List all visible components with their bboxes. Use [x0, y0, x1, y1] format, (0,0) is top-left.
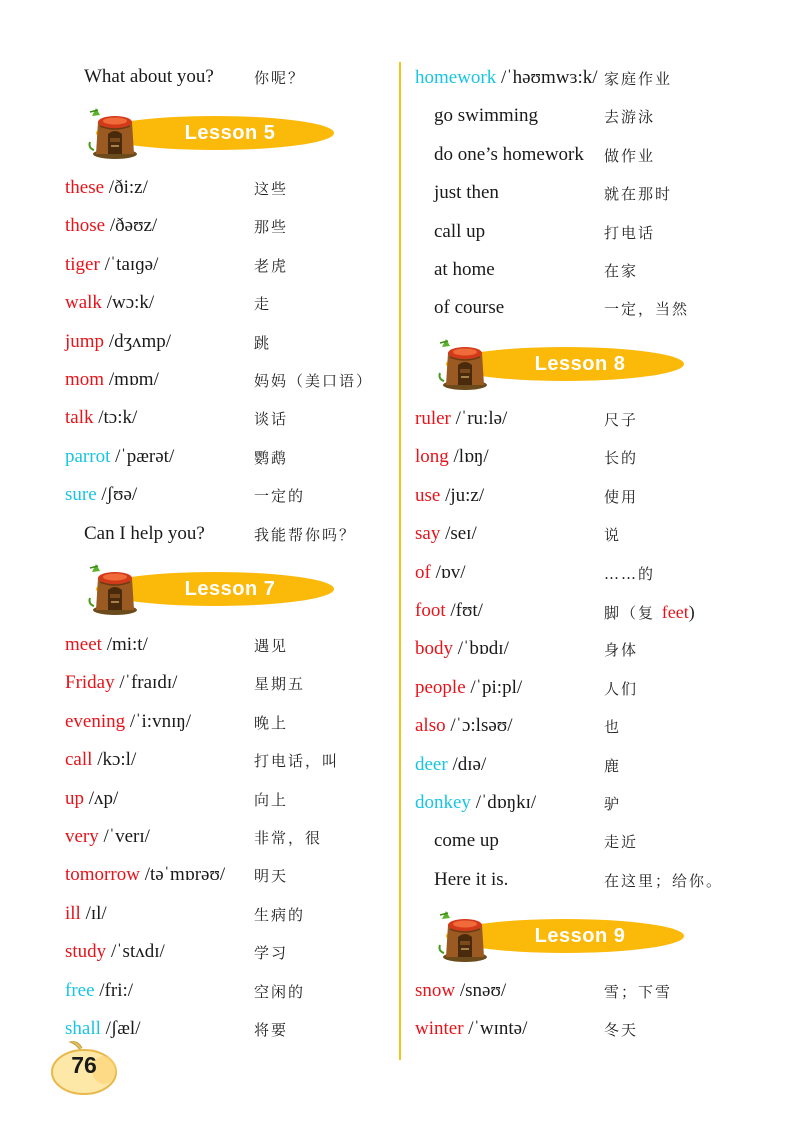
entry-english [415, 979, 506, 1003]
entry-phonetic: /ˈpi:pl/ [465, 676, 523, 698]
entry-chinese-text: 也 [604, 718, 622, 737]
phrase-entry [412, 868, 752, 906]
entry-word: those [65, 215, 106, 237]
entry-chinese-text: 一定的 [254, 487, 306, 506]
entry-chinese [254, 1018, 288, 1042]
phrase-entry [62, 522, 402, 560]
vocab-entry [62, 787, 402, 825]
entry-chinese-text: 这些 [254, 180, 289, 198]
entry-phonetic: /mi:t/ [101, 634, 148, 655]
vocab-entry [62, 291, 402, 329]
entry-word: Can I help you? [84, 522, 205, 544]
entry-english [65, 445, 174, 469]
entry-chinese-text: 走 [254, 295, 272, 314]
entry-chinese-text: 走近 [604, 833, 639, 852]
lesson-title: Lesson 7 [184, 578, 276, 600]
entry-english [415, 676, 522, 700]
vocab-entry [412, 637, 752, 675]
vocab-entry [62, 863, 402, 901]
entry-english [84, 522, 205, 546]
lesson-7-banner [84, 558, 344, 618]
entry-phonetic: /wɔ:k/ [101, 292, 155, 314]
entry-word: ill [65, 902, 81, 924]
entry-word: parrot [65, 445, 111, 467]
entry-chinese-text: 身体 [604, 641, 639, 660]
entry-word: What about you? [84, 66, 214, 87]
entry-english [415, 1017, 527, 1041]
entry-chinese [604, 980, 672, 1004]
entry-chinese [604, 792, 621, 816]
entry-english [415, 484, 484, 508]
entry-chinese [604, 754, 621, 778]
entry-english [65, 979, 133, 1003]
entry-chinese [604, 182, 672, 206]
entry-chinese [254, 711, 288, 735]
entry-word: study [65, 941, 107, 963]
entry-chinese-text: 说 [604, 526, 622, 545]
entry-english [65, 330, 171, 354]
entry-chinese [254, 331, 271, 355]
entry-phonetic: /fʊt/ [445, 600, 483, 621]
entry-phonetic: /kɔ:l/ [92, 749, 137, 771]
entry-english [65, 253, 158, 277]
entry-english [65, 176, 148, 200]
entry-chinese-text: 向上 [254, 790, 289, 809]
entry-word: shall [65, 1018, 101, 1039]
entry-chinese [254, 523, 356, 547]
entry-english [65, 633, 148, 657]
entry-word: of course [434, 297, 505, 319]
entry-english [65, 863, 225, 887]
entry-word: ruler [415, 408, 451, 429]
entry-chinese-text: 做作业 [604, 146, 656, 165]
entry-english [84, 65, 214, 89]
entry-chinese [604, 715, 621, 739]
entry-chinese [254, 446, 288, 470]
entry-chinese-text: 妈妈（美口语） [254, 372, 374, 390]
entry-chinese [254, 788, 288, 812]
left-column [62, 0, 402, 1130]
vocab-entry [62, 825, 402, 863]
entry-chinese [604, 446, 638, 470]
entry-phonetic: /ˈru:lə/ [450, 408, 508, 429]
tree-stump-house-icon [84, 102, 146, 164]
entry-english [434, 181, 499, 205]
entry-word: winter [415, 1018, 464, 1040]
vocab-entry [62, 671, 402, 709]
entry-chinese [254, 749, 339, 773]
entry-english [65, 902, 107, 926]
entry-word: tomorrow [65, 864, 140, 886]
entry-chinese-text: 人们 [604, 679, 639, 698]
entry-phonetic: /ˈdɒŋkɪ/ [470, 792, 537, 813]
entry-chinese [254, 864, 288, 888]
entry-chinese [604, 67, 672, 91]
entry-chinese-text: 尺子 [604, 411, 639, 429]
entry-english [65, 940, 165, 964]
entry-chinese-text: 就在那时 [604, 185, 673, 204]
phrase-entry [412, 220, 752, 258]
lesson-title: Lesson 9 [534, 925, 626, 947]
vocab-entry [412, 714, 752, 752]
vocab-entry [412, 979, 752, 1017]
entry-chinese [604, 1018, 638, 1042]
entry-word: Friday [65, 672, 115, 694]
entry-word: go swimming [434, 105, 538, 127]
entry-word: up [65, 787, 84, 809]
entry-phonetic: /ðəʊz/ [105, 215, 158, 237]
entry-english [65, 710, 191, 734]
vocab-entry [412, 407, 752, 445]
entry-chinese-text: 明天 [254, 867, 289, 886]
entry-chinese-text: 冬天 [604, 1021, 639, 1040]
entry-phonetic: /ˈɔ:lsəʊ/ [445, 715, 513, 737]
entry-chinese-text: 鹦鹉 [254, 448, 289, 467]
entry-word: meet [65, 634, 102, 655]
entry-phonetic: /snəʊ/ [455, 980, 507, 1001]
page-number-badge [48, 1040, 120, 1096]
entry-phonetic: /ˈpærət/ [110, 445, 175, 467]
entry-chinese [254, 484, 305, 508]
entry-chinese [254, 980, 305, 1004]
vocab-entry [62, 483, 402, 521]
entry-chinese-text: 生病的 [254, 905, 306, 924]
tree-stump-house-icon [434, 333, 496, 395]
entry-chinese-text: 将要 [254, 1021, 289, 1039]
entry-phonetic: /ˈi:vnɪŋ/ [125, 710, 192, 732]
entry-english [65, 406, 137, 430]
entry-phonetic: /fri:/ [94, 979, 134, 1001]
entry-phonetic: /seɪ/ [440, 523, 477, 545]
entry-word: do one’s homework [434, 143, 584, 165]
entry-chinese-text: 非常，很 [254, 829, 323, 847]
entry-chinese-text: 一定，当然 [604, 300, 690, 319]
entry-word: foot [415, 600, 446, 621]
entry-phonetic: /ði:z/ [104, 177, 148, 198]
entry-english [415, 753, 486, 777]
entry-chinese [254, 66, 305, 90]
entry-chinese-text: 老虎 [254, 256, 289, 275]
entry-english [415, 561, 466, 585]
phrase-entry [412, 296, 752, 334]
entry-word: homework [415, 67, 497, 88]
vocab-entry [412, 484, 752, 522]
entry-word: people [415, 676, 466, 698]
entry-chinese [604, 297, 689, 321]
right-column [412, 0, 752, 1130]
entry-english [434, 258, 495, 282]
entry-phonetic: /təˈmɒrəʊ/ [139, 864, 226, 886]
tree-stump-house-icon [84, 558, 146, 620]
entry-english [65, 825, 150, 849]
entry-english [434, 220, 485, 244]
entry-word: tiger [65, 253, 100, 275]
entry-chinese [254, 672, 305, 696]
entry-word: just then [434, 182, 499, 204]
phrase-entry [412, 143, 752, 181]
entry-phonetic: /ˈverɪ/ [98, 826, 150, 847]
lesson-5-banner [84, 102, 344, 162]
entry-word: mom [65, 369, 105, 390]
entry-english [415, 599, 483, 623]
phrase-entry [412, 181, 752, 219]
entry-chinese [604, 408, 638, 432]
entry-phonetic: /tɔ:k/ [93, 407, 138, 429]
vocab-entry [62, 445, 402, 483]
entry-english [434, 868, 508, 892]
entry-english [434, 296, 504, 320]
entry-english [415, 66, 598, 90]
entry-chinese-text: 去游泳 [604, 108, 656, 127]
phrase-entry [62, 65, 402, 103]
vocab-entry [62, 176, 402, 214]
entry-phonetic: /ˈfraɪdɪ/ [114, 672, 178, 694]
entry-chinese-text: 在家 [604, 262, 639, 280]
entry-chinese [604, 562, 655, 586]
vocab-entry [412, 66, 752, 104]
lesson-title: Lesson 8 [534, 353, 626, 375]
entry-english [65, 291, 154, 315]
entry-chinese-text: 你呢？ [254, 69, 306, 87]
entry-chinese-text: 脚（复 [604, 604, 662, 622]
entry-phonetic: /ˈstʌdɪ/ [106, 941, 165, 963]
phrase-entry [412, 104, 752, 142]
entry-word: deer [415, 753, 448, 775]
entry-phonetic: /ɒv/ [430, 561, 466, 583]
entry-phonetic: /ʃʊə/ [96, 484, 138, 506]
entry-chinese [604, 144, 655, 168]
vocab-entry [62, 330, 402, 368]
entry-english [65, 214, 157, 238]
entry-chinese [254, 634, 288, 658]
entry-word: at home [434, 259, 495, 280]
entry-chinese-text: 鹿 [604, 756, 622, 775]
vocab-entry [62, 633, 402, 671]
entry-chinese [604, 830, 638, 854]
entry-phonetic: /ju:z/ [440, 484, 485, 506]
entry-english [415, 407, 507, 431]
entry-chinese-text: 遇见 [254, 637, 289, 655]
entry-english [415, 637, 509, 661]
entry-phonetic: /dɪə/ [447, 753, 487, 775]
entry-word: snow [415, 980, 456, 1001]
vocab-entry [62, 710, 402, 748]
entry-phonetic: /lɒŋ/ [448, 446, 489, 468]
entry-word: come up [434, 830, 499, 852]
entry-english [434, 104, 538, 128]
entry-english [65, 368, 159, 392]
entry-chinese-text: 我能帮你吗？ [254, 525, 357, 544]
entry-phonetic: /ʌp/ [84, 787, 119, 809]
entry-chinese [604, 485, 638, 509]
vocab-entry [62, 748, 402, 786]
entry-word: free [65, 979, 95, 1001]
entry-chinese-text: 家庭作业 [604, 70, 673, 88]
vocab-entry [62, 940, 402, 978]
entry-chinese [254, 826, 322, 850]
entry-chinese [604, 638, 638, 662]
entry-english [415, 791, 536, 815]
entry-english [65, 1017, 140, 1041]
vocab-entry [412, 676, 752, 714]
entry-chinese [604, 105, 655, 129]
vocab-entry [62, 368, 402, 406]
entry-chinese-text: 打电话 [604, 223, 656, 242]
entry-word: these [65, 177, 105, 198]
lesson-8-banner [434, 333, 694, 393]
entry-phonetic: /ˈhəʊmwɜ:k/ [496, 67, 598, 88]
entry-english [65, 787, 118, 811]
entry-chinese [604, 259, 638, 283]
entry-english [434, 829, 499, 853]
entry-chinese-text: 跳 [254, 333, 272, 352]
vocab-entry [62, 979, 402, 1017]
entry-word: call [65, 749, 93, 771]
entry-chinese-text: 长的 [604, 449, 639, 468]
vocab-entry [412, 445, 752, 483]
entry-chinese-tail: ) [688, 602, 697, 622]
entry-chinese-text: 谈话 [254, 410, 289, 429]
entry-chinese-text: 在这里；给你。 [604, 871, 724, 890]
entry-chinese-text: 晚上 [254, 713, 289, 732]
page-number: 76 [71, 1052, 97, 1078]
entry-phonetic: /ˈtaɪɡə/ [99, 253, 159, 275]
entry-english [65, 671, 177, 695]
vocab-entry [412, 522, 752, 560]
entry-word: walk [65, 292, 102, 314]
entry-english [415, 522, 477, 546]
lesson-9-banner [434, 905, 694, 965]
entry-word: donkey [415, 792, 471, 813]
entry-chinese-text: 驴 [604, 795, 622, 813]
tree-stump-house-icon [434, 905, 496, 967]
entry-word: evening [65, 710, 126, 732]
vocab-entry [412, 791, 752, 829]
entry-english [434, 143, 584, 167]
entry-english [65, 483, 137, 507]
phrase-entry [412, 258, 752, 296]
entry-english [415, 714, 513, 738]
entry-word: also [415, 715, 446, 737]
phrase-entry [412, 829, 752, 867]
entry-english [65, 748, 136, 772]
entry-word: talk [65, 407, 94, 429]
entry-word: use [415, 484, 441, 506]
entry-phonetic: /ˈbɒdɪ/ [453, 638, 509, 660]
entry-chinese [254, 903, 305, 927]
entry-chinese [604, 600, 697, 625]
entry-phonetic: /ɪl/ [80, 902, 107, 924]
vocab-entry [62, 214, 402, 252]
lesson-title: Lesson 5 [184, 122, 276, 144]
entry-word: say [415, 523, 441, 545]
entry-word: call up [434, 220, 486, 242]
entry-chinese [254, 941, 288, 965]
vocab-entry [412, 599, 752, 637]
entry-chinese-text: ……的 [604, 564, 656, 583]
entry-plural-form: feet [661, 602, 689, 622]
vocab-entry [412, 753, 752, 791]
entry-phonetic: /dʒʌmp/ [104, 330, 172, 352]
entry-word: sure [65, 484, 97, 506]
entry-english [415, 445, 489, 469]
entry-chinese [604, 523, 621, 547]
entry-chinese [254, 407, 288, 431]
entry-chinese-text: 雪；下雪 [604, 983, 673, 1001]
entry-phonetic: /ʃæl/ [100, 1018, 141, 1039]
vocab-entry [62, 902, 402, 940]
entry-phonetic: /ˈwɪntə/ [463, 1018, 528, 1040]
vocab-entry [412, 1017, 752, 1055]
entry-word: very [65, 826, 99, 847]
entry-chinese [254, 254, 288, 278]
vocab-entry [412, 561, 752, 599]
entry-chinese [604, 677, 638, 701]
entry-word: Here it is. [434, 868, 509, 890]
entry-chinese-text: 星期五 [254, 675, 306, 694]
entry-word: of [415, 561, 431, 583]
entry-chinese [604, 869, 723, 893]
entry-chinese [254, 215, 288, 239]
entry-word: long [415, 446, 449, 468]
entry-word: body [415, 638, 453, 660]
entry-chinese [254, 292, 271, 316]
vocab-entry [62, 253, 402, 291]
entry-chinese-text: 那些 [254, 218, 289, 237]
vocab-entry [62, 406, 402, 444]
entry-chinese [254, 369, 373, 393]
entry-chinese [254, 177, 288, 201]
entry-chinese [604, 221, 655, 245]
entry-phonetic: /mɒm/ [104, 369, 159, 390]
entry-chinese-text: 使用 [604, 487, 639, 506]
entry-chinese-text: 打电话，叫 [254, 752, 340, 771]
entry-chinese-text: 空闲的 [254, 982, 306, 1001]
entry-chinese-text: 学习 [254, 944, 289, 963]
entry-word: jump [65, 330, 105, 352]
